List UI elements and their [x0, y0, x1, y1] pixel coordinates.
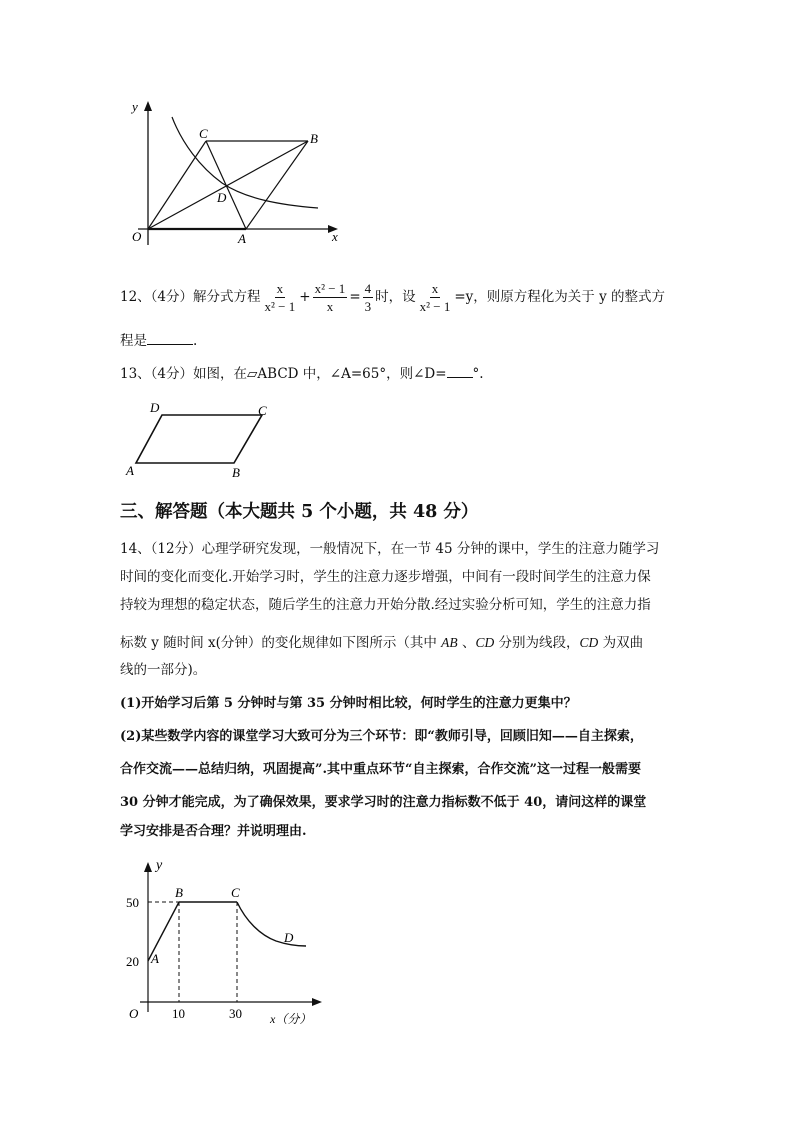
tick-y-20: 20 — [126, 954, 139, 969]
question-12 — [120, 279, 665, 315]
label-b: B — [175, 885, 183, 900]
q14-sub-2-line-3: 30 分钟才能完成，为了确保效果，要求学习时的注意力指标数不低于 40，请问这样的课堂 — [120, 795, 647, 810]
fraction-2 — [313, 281, 348, 314]
label-o: O — [132, 229, 142, 244]
tick-x-30: 30 — [229, 1006, 242, 1021]
x-axis-arrow — [312, 998, 322, 1006]
label-d: D — [217, 190, 227, 205]
y-axis-arrow — [144, 101, 152, 111]
q14-line4-c: 分别为线段， — [494, 635, 580, 651]
fraction-2-numerator: x² − 1 — [314, 280, 346, 296]
q13-prefix: 13、（4分）如图，在▱ABCD 中，∠A=65°，则∠D= — [120, 366, 447, 382]
q12-after: =y，则原方程化为关于 y 的整式方 — [454, 289, 666, 305]
fraction-4 — [418, 281, 453, 314]
curve-cd — [237, 902, 306, 946]
answer-blank-13[interactable] — [447, 363, 473, 378]
q12-prefix: 12、（4分）解分式方程 — [120, 289, 261, 305]
q14-sub-2-line-1: (2)某些数学内容的课堂学习大致可分为三个环节：即“教师引导，回顾旧知——自主探索， — [120, 729, 643, 744]
label-o: O — [129, 1006, 139, 1021]
q14-sub-1: (1)开始学习后第 5 分钟时与第 35 分钟时相比较，何时学生的注意力更集中？ — [120, 696, 577, 711]
figure-coordinate-quadrilateral — [120, 95, 350, 255]
figure-parallelogram — [120, 397, 280, 482]
segment-ab-label: AB — [441, 635, 458, 650]
segment-ob — [148, 141, 308, 229]
curve-cd-label: CD — [579, 635, 599, 650]
plus-sign: + — [299, 289, 311, 305]
equals-sign: = — [349, 289, 361, 305]
fraction-3 — [363, 281, 374, 314]
label-a: A — [126, 463, 134, 478]
section-heading: 三、解答题（本大题共 5 个小题，共 48 分） — [120, 502, 479, 522]
fraction-2-denominator: x — [326, 298, 334, 314]
q13-suffix: °. — [472, 366, 484, 382]
question-12-line2 — [120, 330, 197, 351]
label-y: y — [132, 99, 138, 114]
q12-mid: 时，设 — [375, 289, 416, 305]
q14-line4-a: 标数 y 随时间 x(分钟）的变化规律如下图所示（其中 — [120, 635, 442, 651]
tick-x-10: 10 — [172, 1006, 185, 1021]
label-a: A — [151, 951, 159, 966]
q12-line2: 程是 — [120, 333, 147, 349]
q14-line-3: 持较为理想的稳定状态，随后学生的注意力开始分散.经过实验分析可知，学生的注意力指 — [120, 597, 651, 613]
tick-y-50: 50 — [126, 895, 139, 910]
q14-line-4 — [120, 633, 643, 653]
label-c: C — [231, 885, 240, 900]
segment-ba — [246, 141, 308, 229]
segment-oc — [148, 141, 206, 229]
label-a: A — [238, 231, 246, 246]
q14-sub-2-line-4: 学习安排是否合理？并说明理由. — [120, 824, 307, 839]
q14-line-1: 14、（12分）心理学研究发现，一般情况下，在一节 45 分钟的课中，学生的注意力随学习 — [120, 541, 660, 557]
q14-line-2: 时间的变化而变化.开始学习时，学生的注意力逐步增强，中间有一段时间学生的注意力保 — [120, 569, 651, 585]
fraction-1 — [263, 281, 298, 314]
fraction-4-denominator: x² − 1 — [419, 298, 451, 314]
q14-sub-2-line-2: 合作交流——总结归纳，巩固提高”.其中重点环节“自主探索，合作交流”这一过程一般需要 — [120, 762, 641, 777]
question-13 — [120, 363, 484, 384]
label-b: B — [232, 465, 240, 480]
label-c: C — [199, 126, 208, 141]
fraction-1-denominator: x² − 1 — [264, 298, 296, 314]
segment-cd-label: CD — [475, 635, 495, 650]
segment-ca — [206, 141, 246, 229]
label-d: D — [150, 400, 160, 415]
q14-line4-b: 、 — [457, 635, 476, 651]
label-x-unit: x（分） — [270, 1012, 312, 1026]
q12-line2-end: . — [193, 333, 198, 349]
label-b: B — [310, 131, 318, 146]
label-d: D — [284, 930, 294, 945]
label-c: C — [258, 403, 267, 418]
fraction-3-numerator: 4 — [364, 280, 372, 296]
y-axis-arrow — [144, 862, 152, 872]
fraction-3-denominator: 3 — [364, 298, 372, 314]
fraction-1-numerator: x — [276, 280, 284, 296]
fraction-4-numerator: x — [431, 280, 439, 296]
parallelogram-abcd — [136, 415, 262, 463]
figure-attention-graph — [120, 855, 335, 1035]
label-x: x — [332, 229, 338, 244]
q14-line-5: 线的一部分)。 — [120, 662, 207, 678]
hyperbola-curve — [172, 117, 318, 208]
q14-line4-d: 为双曲 — [598, 635, 644, 651]
label-y: y — [156, 858, 163, 873]
answer-blank-12[interactable] — [147, 330, 193, 345]
